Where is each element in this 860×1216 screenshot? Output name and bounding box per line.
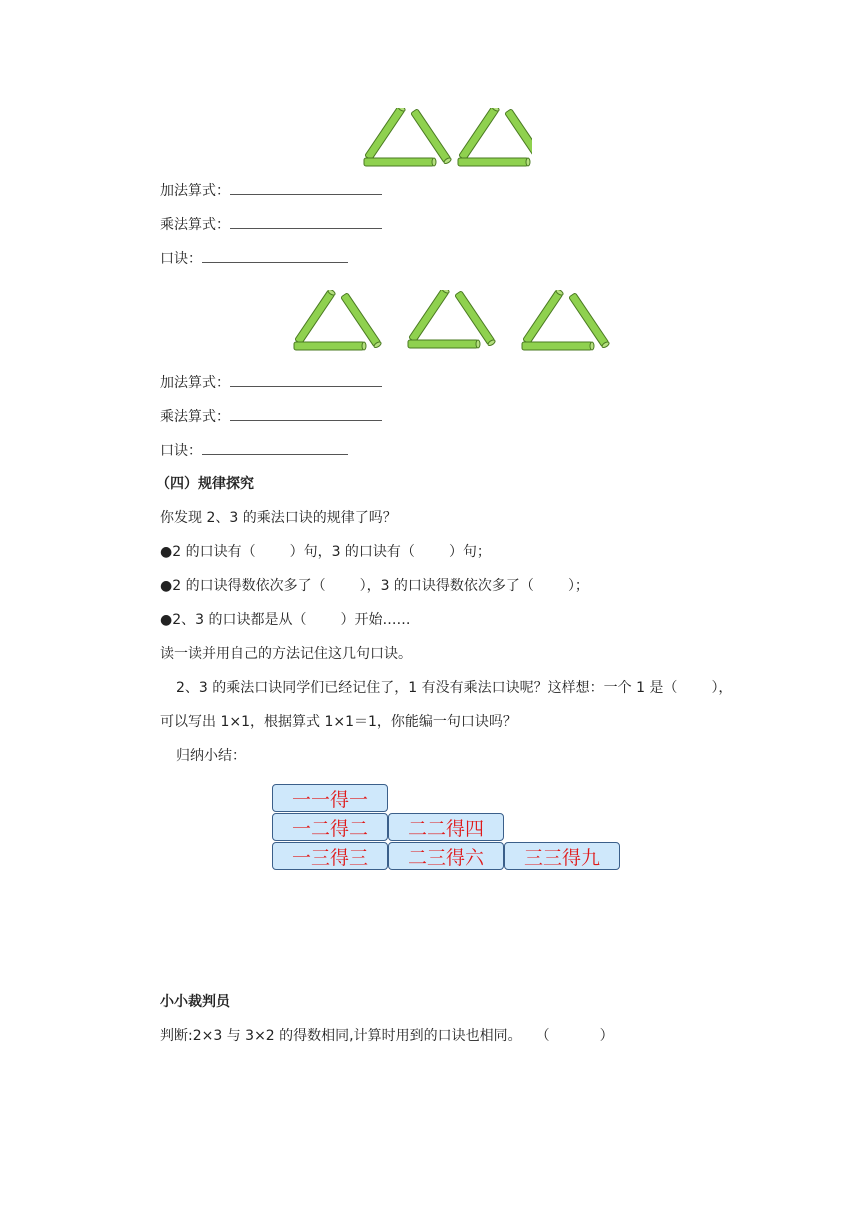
- judge-statement: 判断:2×3 与 3×2 的得数相同,计算时用到的口诀也相同。 （ ）: [160, 1028, 614, 1044]
- rhyme-box: 一三得三: [272, 842, 388, 870]
- bullet-2: ●2 的口诀得数依次多了（ ），3 的口诀得数依次多了（ ）；: [160, 578, 589, 594]
- question-text: 你发现 2、3 的乘法口诀的规律了吗？: [160, 510, 397, 526]
- rhyme-box: 二二得四: [388, 813, 504, 841]
- stick-triangle: [458, 108, 532, 166]
- add-label: 加法算式：: [160, 183, 230, 199]
- mul-label: 乘法算式：: [160, 409, 230, 425]
- bullet-3: ●2、3 的口诀都是从（ ）开始……: [160, 612, 411, 628]
- answer-blank[interactable]: [230, 386, 382, 387]
- stick-triangle: [294, 290, 382, 350]
- stick-triangle: [408, 290, 496, 348]
- judge-heading: 小小裁判员: [160, 994, 230, 1010]
- section-heading: （四）规律探究: [156, 476, 254, 492]
- add-equation-2: [160, 372, 382, 392]
- stick-triangle: [364, 108, 452, 166]
- stick-triangles-group-1: [362, 108, 532, 170]
- read-instruction: 读一读并用自己的方法记住这几句口诀。: [160, 646, 412, 662]
- rhyme-box: 二三得六: [388, 842, 504, 870]
- paragraph-line-2: 可以写出 1×1，根据算式 1×1＝1，你能编一句口诀吗？: [160, 714, 517, 730]
- paragraph-line-1: 2、3 的乘法口诀同学们已经记住了，1 有没有乘法口诀呢？这样想：一个 1 是（ ），: [176, 680, 733, 696]
- bullet-1: ●2 的口诀有（ ）句，3 的口诀有（ ）句；: [160, 544, 491, 560]
- answer-blank[interactable]: [230, 194, 382, 195]
- rhyme-label: 口诀：: [160, 251, 202, 267]
- mul-equation-2: [160, 406, 382, 426]
- rhyme-2: [160, 440, 348, 460]
- add-equation-1: [160, 180, 382, 200]
- rhyme-label: 口诀：: [160, 443, 202, 459]
- mul-label: 乘法算式：: [160, 217, 230, 233]
- stick-triangles-group-2: [290, 290, 610, 356]
- stick-triangle: [522, 290, 610, 350]
- rhyme-box: 一一得一: [272, 784, 388, 812]
- add-label: 加法算式：: [160, 375, 230, 391]
- summary-label: 归纳小结：: [176, 748, 246, 764]
- answer-blank[interactable]: [202, 454, 348, 455]
- rhyme-box: 三三得九: [504, 842, 620, 870]
- answer-blank[interactable]: [230, 420, 382, 421]
- rhyme-1: [160, 248, 348, 268]
- rhyme-box: 一二得二: [272, 813, 388, 841]
- answer-blank[interactable]: [230, 228, 382, 229]
- mul-equation-1: [160, 214, 382, 234]
- answer-blank[interactable]: [202, 262, 348, 263]
